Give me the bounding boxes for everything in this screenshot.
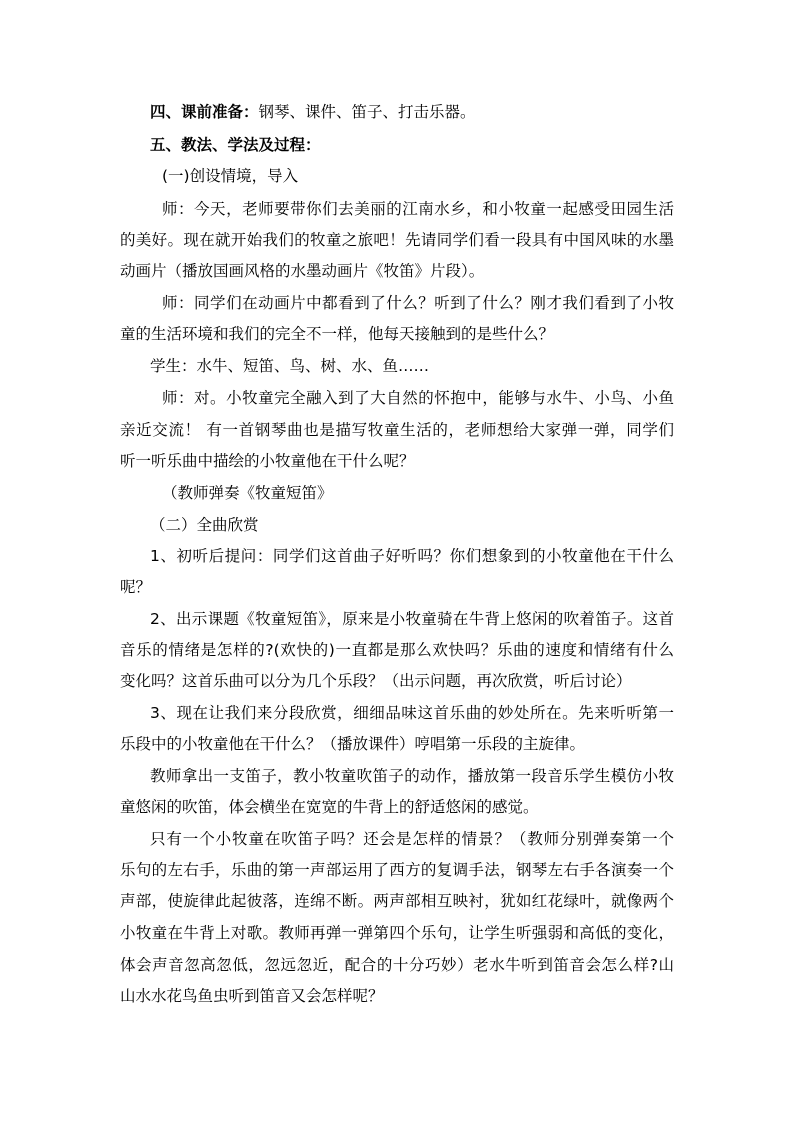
paragraph-line: 教师拿出一支笛子，教小牧童吹笛子的动作，播放第一段音乐学生模仿小牧 (150, 767, 674, 785)
section-5-heading: 五、教法、学法及过程： (150, 136, 321, 154)
paragraph-line: 声部，使旋律此起彼落，连绵不断。两声部相互映衬，犹如红花绿叶，就像两个 (120, 892, 674, 910)
paragraph-line: 亲近交流！ 有一首钢琴曲也是描写牧童生活的，老师想给大家弹一弹，同学们 (120, 421, 674, 439)
section-4-text: 钢琴、课件、笛子、打击乐器。 (258, 103, 476, 121)
paragraph-line: 乐段中的小牧童他在干什么？（播放课件）哼唱第一乐段的主旋律。 (120, 735, 586, 753)
paragraph-line: 听一听乐曲中描绘的小牧童他在干什么呢？ (120, 452, 415, 470)
paragraph-line: （教师弹奏《牧童短笛》 (162, 484, 333, 502)
paragraph-line: 的美好。现在就开始我们的牧童之旅吧！先请同学们看一段具有中国风味的水墨 (120, 231, 674, 249)
paragraph-line: 师：对。小牧童完全融入到了大自然的怀抱中，能够与水牛、小鸟、小鱼 (162, 389, 674, 407)
paragraph-line: 只有一个小牧童在吹笛子吗？还会是怎样的情景？（教师分别弹奏第一个 (150, 830, 674, 848)
paragraph-line: 体会声音忽高忽低，忽远忽近，配合的十分巧妙）老水牛听到笛音会怎么样?山 (120, 956, 674, 974)
paragraph-line: 乐句的左右手，乐曲的第一声部运用了西方的复调手法，钢琴左右手各演奏一个 (120, 861, 674, 879)
paragraph-line: 音乐的情绪是怎样的?(欢快的)一直都是那么欢快吗？乐曲的速度和情绪有什么 (120, 641, 674, 659)
subsection-2-heading: （二）全曲欣赏 (150, 516, 259, 534)
paragraph-line: 呢？ (120, 578, 152, 596)
paragraph-line: 变化吗？这首乐曲可以分为几个乐段？（出示问题，再次欣赏，听后讨论） (120, 672, 632, 690)
subsection-1-heading: (一)创设情境，导入 (162, 167, 299, 185)
paragraph-line: 师：今天，老师要带你们去美丽的江南水乡，和小牧童一起感受田园生活 (162, 200, 674, 218)
paragraph-line: 小牧童在牛背上对歌。教师再弹一弹第四个乐句，让学生听强弱和高低的变化， (120, 924, 674, 942)
paragraph-line: 童悠闲的吹笛，体会横坐在宽宽的牛背上的舒适悠闲的感觉。 (120, 798, 539, 816)
paragraph-line: 1、初听后提问：同学们这首曲子好听吗？你们想象到的小牧童他在干什么 (150, 547, 674, 565)
section-4-line (150, 102, 476, 122)
section-4-heading: 四、课前准备： (150, 103, 259, 121)
paragraph-line: 2、出示课题《牧童短笛》，原来是小牧童骑在牛背上悠闲的吹着笛子。这首 (150, 610, 674, 628)
paragraph-line: 动画片（播放国画风格的水墨动画片《牧笛》片段）。 (120, 262, 485, 280)
paragraph-line: 师：同学们在动画片中都看到了什么？听到了什么？刚才我们看到了小牧 (162, 294, 674, 312)
paragraph-line: 学生：水牛、短笛、鸟、树、水、鱼…… (150, 357, 430, 375)
paragraph-line: 3、现在让我们来分段欣赏，细细品味这首乐曲的妙处所在。先来听听第一 (150, 704, 674, 722)
paragraph-line: 童的生活环境和我们的完全不一样，他每天接触到的是些什么？ (120, 325, 555, 343)
paragraph-line: 山水水花鸟鱼虫听到笛音又会怎样呢？ (120, 987, 384, 1005)
